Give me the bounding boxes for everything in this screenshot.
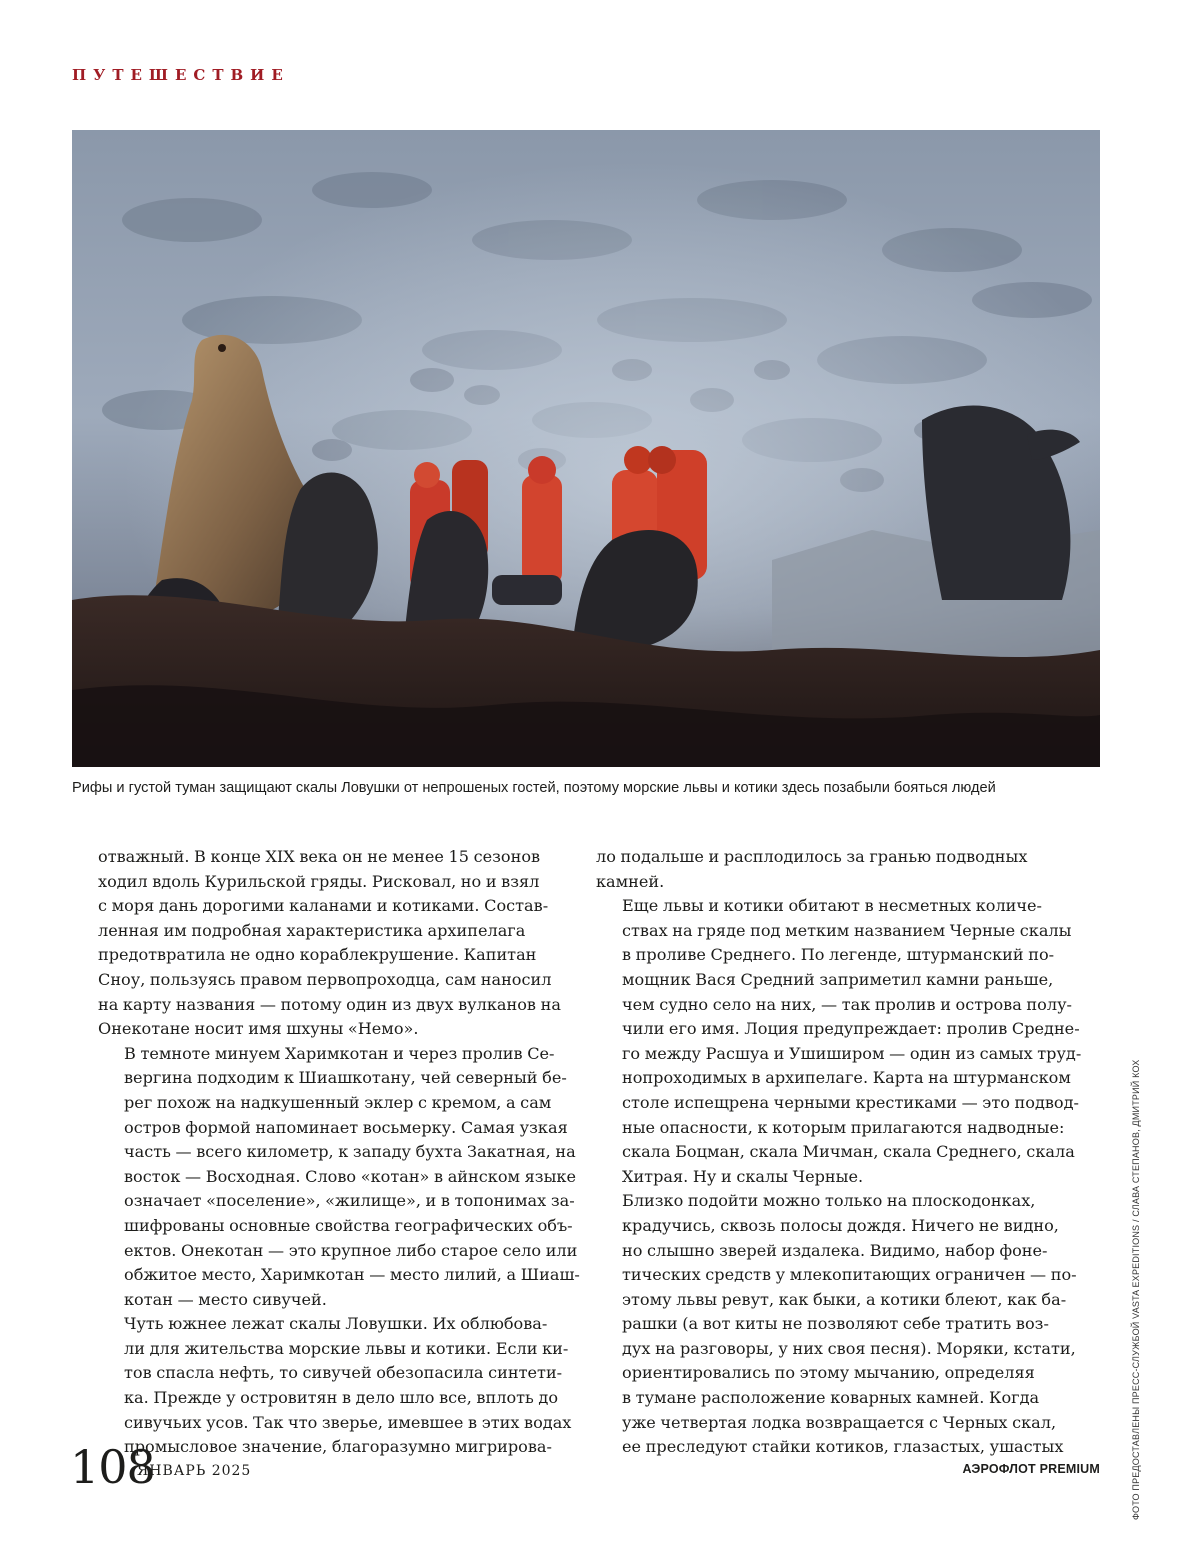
article-paragraph bbox=[98, 1042, 580, 1313]
article-line: ли для жительства морские львы и котики. Если ки- bbox=[124, 1338, 569, 1358]
sea-lions-photo bbox=[72, 130, 1100, 767]
article-line: ее преследуют стайки котиков, глазастых, ушастых bbox=[622, 1437, 1064, 1457]
issue-date: ЯНВАРЬ 2025 bbox=[137, 1463, 252, 1479]
article-line: ориентировались по этому мычанию, определяя bbox=[622, 1363, 1035, 1383]
article-line: обжитое место, Харимкотан — место лилий, а Шиаш- bbox=[124, 1265, 580, 1285]
article-line: ектов. Онекотан — это крупное либо старое село или bbox=[124, 1240, 578, 1260]
article-line: остров формой напоминает восьмерку. Самая узкая bbox=[124, 1117, 568, 1137]
article-line: камней. bbox=[596, 871, 665, 891]
page-number: 108 bbox=[70, 1440, 155, 1494]
article-line: ка. Прежде у островитян в дело шло все, вплоть до bbox=[124, 1388, 559, 1408]
article-line: ные опасности, к которым прилагаются надводные: bbox=[622, 1117, 1065, 1137]
article-line: в проливе Среднего. По легенде, штурманский по- bbox=[622, 945, 1055, 965]
article-line: Онекотане носит имя шхуны «Немо». bbox=[98, 1019, 419, 1039]
article-line: Еще львы и котики обитают в несметных количе- bbox=[622, 896, 1042, 916]
article-line: го между Расшуа и Ушиширом — один из самых труд- bbox=[622, 1043, 1082, 1063]
article-line: рашки (а вот киты не позволяют себе тратить воз- bbox=[622, 1314, 1049, 1334]
article-line: ло подальше и расплодилось за гранью подводных bbox=[596, 847, 1028, 866]
article-line: мощник Вася Средний заприметил камни раньше, bbox=[622, 969, 1054, 989]
article-paragraph bbox=[98, 845, 568, 1042]
article-line: Хитрая. Ну и скалы Черные. bbox=[622, 1166, 864, 1186]
article-line: Чуть южнее лежат скалы Ловушки. Их облюбова- bbox=[124, 1314, 548, 1334]
article-line: в тумане расположение коварных камней. Когда bbox=[622, 1388, 1040, 1408]
article-line: тических средств у млекопитающих ограничен — по- bbox=[622, 1265, 1077, 1285]
magazine-brand: АЭРОФЛОТ PREMIUM bbox=[962, 1462, 1100, 1476]
article-line: чили его имя. Лоция предупреждает: пролив Средне- bbox=[622, 1019, 1080, 1039]
article-line: Близко подойти можно только на плоскодонках, bbox=[622, 1191, 1036, 1211]
article-line: часть — всего километр, к западу бухта Закатная, на bbox=[124, 1142, 576, 1162]
article-line: дух на разговоры, у них своя песня). Моряки, кстати, bbox=[622, 1338, 1076, 1358]
article-line: В темноте минуем Харимкотан и через пролив Се- bbox=[124, 1043, 555, 1063]
article-line: Сноу, пользуясь правом первопроходца, сам наносил bbox=[98, 969, 552, 989]
article-line: но слышно зверей издалека. Видимо, набор фоне- bbox=[622, 1240, 1048, 1260]
article-paragraph bbox=[596, 845, 1066, 894]
article-line: рег похож на надкушенный эклер с кремом, а сам bbox=[124, 1092, 552, 1112]
article-line: вергина подходим к Шиашкотану, чей северный бе- bbox=[124, 1068, 567, 1088]
article-line: этому львы ревут, как быки, а котики блеют, как ба- bbox=[622, 1289, 1067, 1309]
article-line: ствах на гряде под метким названием Черные скалы bbox=[622, 920, 1072, 940]
article-paragraph bbox=[596, 894, 1082, 1189]
article-column-left bbox=[98, 845, 580, 1460]
photo-illustration bbox=[72, 130, 1100, 767]
article-line: уже четвертая лодка возвращается с Черных скал, bbox=[622, 1412, 1057, 1432]
article-line: означает «поселение», «жилище», и в топонимах за- bbox=[124, 1191, 575, 1211]
article-line: промысловое значение, благоразумно мигрирова- bbox=[124, 1437, 552, 1457]
article-line: ходил вдоль Курильской гряды. Рисковал, но и взял bbox=[98, 871, 540, 891]
article-column-right bbox=[596, 845, 1082, 1460]
photo-credit: ФОТО ПРЕДОСТАВЛЕНЫ ПРЕСС-СЛУЖБОЙ VASTA EXPEDITIONS / СЛАВА СТЕПАНОВ, ДМИТРИЙ КОХ bbox=[1131, 1059, 1141, 1520]
article-line: отважный. В конце XIX века он не менее 15 сезонов bbox=[98, 847, 541, 866]
article-line: нопроходимых в архипелаге. Карта на штурманском bbox=[622, 1068, 1071, 1088]
article-line: сивучьих усов. Так что зверье, имевшее в этих водах bbox=[124, 1412, 572, 1432]
article-line: тов спасла нефть, то сивучей обезопасила синтети- bbox=[124, 1363, 563, 1383]
article-line: котан — место сивучей. bbox=[124, 1289, 327, 1309]
article-line: крадучись, сквозь полосы дождя. Ничего не видно, bbox=[622, 1215, 1059, 1235]
article-line: предотвратила не одно кораблекрушение. Капитан bbox=[98, 945, 537, 965]
article-line: столе испещрена черными крестиками — это подвод- bbox=[622, 1092, 1079, 1112]
article-line: чем судно село на них, — так пролив и острова полу- bbox=[622, 994, 1072, 1014]
article-paragraph bbox=[98, 1312, 572, 1460]
photo-caption: Рифы и густой туман защищают скалы Ловушки от непрошеных гостей, поэтому морские львы и котики здесь позабыли бояться людей bbox=[72, 780, 996, 796]
article-line: шифрованы основные свойства географических объ- bbox=[124, 1215, 573, 1235]
article-line: восток — Восходная. Слово «котан» в айнском языке bbox=[124, 1166, 576, 1186]
article-line: с моря дань дорогими каланами и котиками. Состав- bbox=[98, 896, 549, 916]
article-line: на карту названия — потому один из двух вулканов на bbox=[98, 994, 561, 1014]
article-paragraph bbox=[596, 1189, 1077, 1460]
article-line: скала Боцман, скала Мичман, скала Среднего, скала bbox=[622, 1142, 1075, 1162]
article-line: ленная им подробная характеристика архипелага bbox=[98, 920, 526, 940]
section-label: ПУТЕШЕСТВИЕ bbox=[72, 66, 290, 84]
